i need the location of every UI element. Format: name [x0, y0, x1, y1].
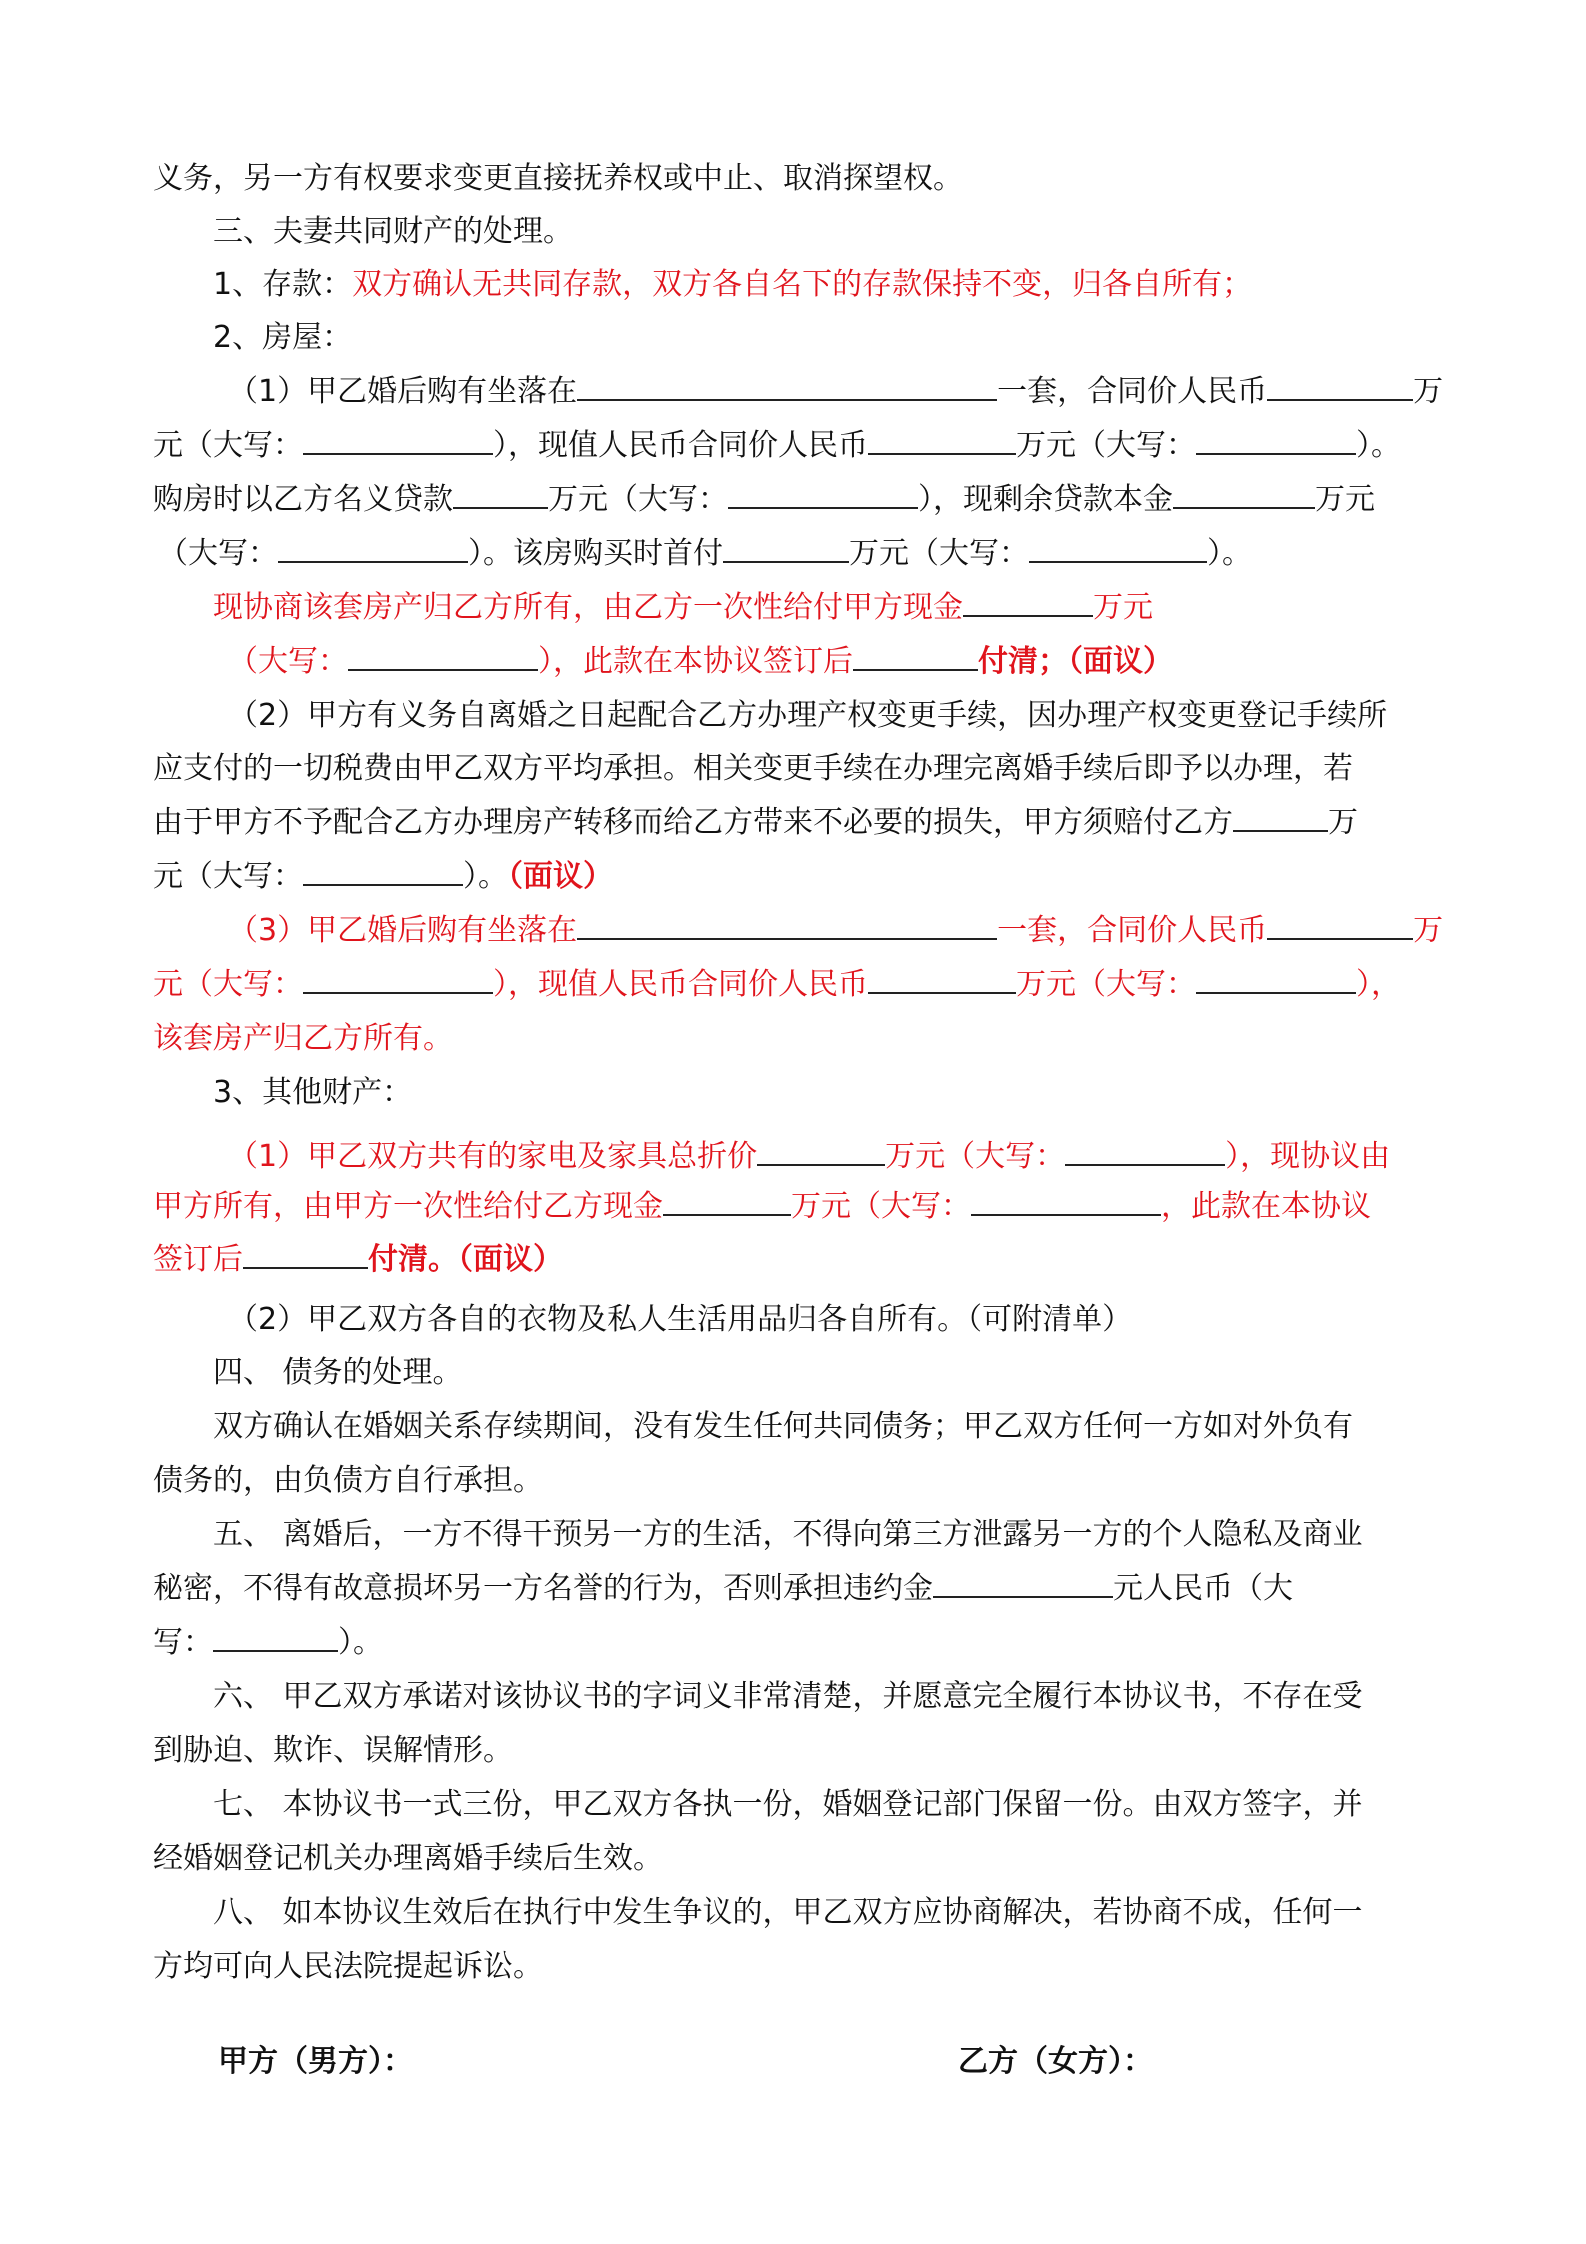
fill-blank[interactable] [213, 1622, 338, 1652]
fill-blank[interactable] [868, 425, 1016, 455]
fill-blank[interactable] [1029, 533, 1207, 563]
fill-blank[interactable] [933, 1568, 1113, 1598]
text-line: 方均可向人民法院提起诉讼。 [153, 1949, 543, 1984]
text-line: 应支付的一切税费由甲乙双方平均承担。相关变更手续在办理完离婚手续后即予以办理，若 [153, 751, 1353, 786]
text-line: 元（大写： ），现值人民币合同价人民币 万元（大写： ）， [153, 961, 1586, 1009]
fill-blank[interactable] [453, 479, 548, 509]
section-heading: 四、 债务的处理。 [213, 1355, 463, 1390]
text-line: 义务，另一方有权要求变更直接抚养权或中止、取消探望权。 [153, 161, 963, 196]
text-line: （1）甲乙婚后购有坐落在 一套，合同价人民币 万 [228, 368, 1586, 416]
signature-party-a: 甲方（男方）： [218, 2044, 413, 2079]
fill-blank[interactable] [303, 964, 493, 994]
fill-blank[interactable] [1267, 371, 1413, 401]
fill-blank[interactable] [577, 371, 997, 401]
text-line: 八、 如本协议生效后在执行中发生争议的，甲乙双方应协商解决，若协商不成，任何一 [213, 1895, 1363, 1930]
text-line: （2）甲乙双方各自的衣物及私人生活用品归各自所有。（可附清单） [228, 1302, 1133, 1337]
fill-blank[interactable] [1267, 910, 1413, 940]
fill-blank[interactable] [577, 910, 997, 940]
fill-blank[interactable] [963, 587, 1093, 617]
fill-blank[interactable] [757, 1136, 885, 1166]
text-line: 经婚姻登记机关办理离婚手续后生效。 [153, 1841, 663, 1876]
fill-blank[interactable] [723, 533, 849, 563]
fill-blank[interactable] [853, 641, 978, 671]
text-line: 签订后 付清。（面议） [153, 1236, 1586, 1284]
text-line: 甲方所有，由甲方一次性给付乙方现金 万元（大写： ，此款在本协议 [153, 1183, 1586, 1231]
text-line: （大写： ），此款在本协议签订后 付清；（面议） [228, 638, 1586, 686]
text-line: 七、 本协议书一式三份，甲乙双方各执一份，婚姻登记部门保留一份。由双方签字，并 [213, 1787, 1363, 1822]
fill-blank[interactable] [1173, 479, 1315, 509]
text-line: 到胁迫、欺诈、误解情形。 [153, 1733, 513, 1768]
text-line: 六、 甲乙双方承诺对该协议书的字词义非常清楚，并愿意完全履行本协议书，不存在受 [213, 1679, 1363, 1714]
text-line: 债务的，由负债方自行承担。 [153, 1463, 543, 1498]
text-line: 现协商该套房产归乙方所有，由乙方一次性给付甲方现金 万元 [213, 584, 1586, 632]
fill-blank[interactable] [1233, 802, 1328, 832]
text-line: 2、房屋： [213, 320, 353, 355]
fill-blank[interactable] [1196, 425, 1356, 455]
text-line: （大写： ）。该房购买时首付 万元（大写： ）。 [158, 530, 1586, 578]
text-line: 购房时以乙方名义贷款 万元（大写： ），现剩余贷款本金 万元 [153, 476, 1586, 524]
fill-blank[interactable] [278, 533, 468, 563]
text-line: （2）甲方有义务自离婚之日起配合乙方办理产权变更手续，因办理产权变更登记手续所 [228, 698, 1388, 733]
fill-blank[interactable] [868, 964, 1016, 994]
section-heading: 三、夫妻共同财产的处理。 [213, 214, 573, 249]
text-line: 1、存款：双方确认无共同存款，双方各自名下的存款保持不变，归各自所有； [213, 267, 1253, 302]
fill-blank[interactable] [303, 425, 493, 455]
fill-blank[interactable] [1196, 964, 1356, 994]
fill-blank[interactable] [1065, 1136, 1225, 1166]
fill-blank[interactable] [971, 1186, 1161, 1216]
text-line: 写： ）。 [153, 1619, 1586, 1667]
fill-blank[interactable] [243, 1239, 368, 1269]
text-line: 双方确认在婚姻关系存续期间，没有发生任何共同债务；甲乙双方任何一方如对外负有 [213, 1409, 1353, 1444]
fill-blank[interactable] [303, 856, 463, 886]
fill-blank[interactable] [348, 641, 538, 671]
text-line: 元（大写： ），现值人民币合同价人民币 万元（大写： ）。 [153, 422, 1586, 470]
text-line: 秘密，不得有故意损坏另一方名誉的行为，否则承担违约金 元人民币（大 [153, 1565, 1586, 1613]
text-line: 该套房产归乙方所有。 [153, 1021, 453, 1056]
text-line: 五、 离婚后，一方不得干预另一方的生活，不得向第三方泄露另一方的个人隐私及商业 [213, 1517, 1363, 1552]
signature-party-b: 乙方（女方）： [958, 2044, 1153, 2079]
text-line: 由于甲方不予配合乙方办理房产转移而给乙方带来不必要的损失，甲方须赔付乙方 万 [153, 799, 1586, 847]
text-line: 3、其他财产： [213, 1075, 413, 1110]
text-line: （3）甲乙婚后购有坐落在 一套，合同价人民币 万 [228, 907, 1586, 955]
fill-blank[interactable] [728, 479, 918, 509]
text-line: （1）甲乙双方共有的家电及家具总折价 万元（大写： ），现协议由 [228, 1133, 1586, 1181]
text-line: 元（大写： ）。（面议） [153, 853, 1586, 901]
fill-blank[interactable] [663, 1186, 791, 1216]
